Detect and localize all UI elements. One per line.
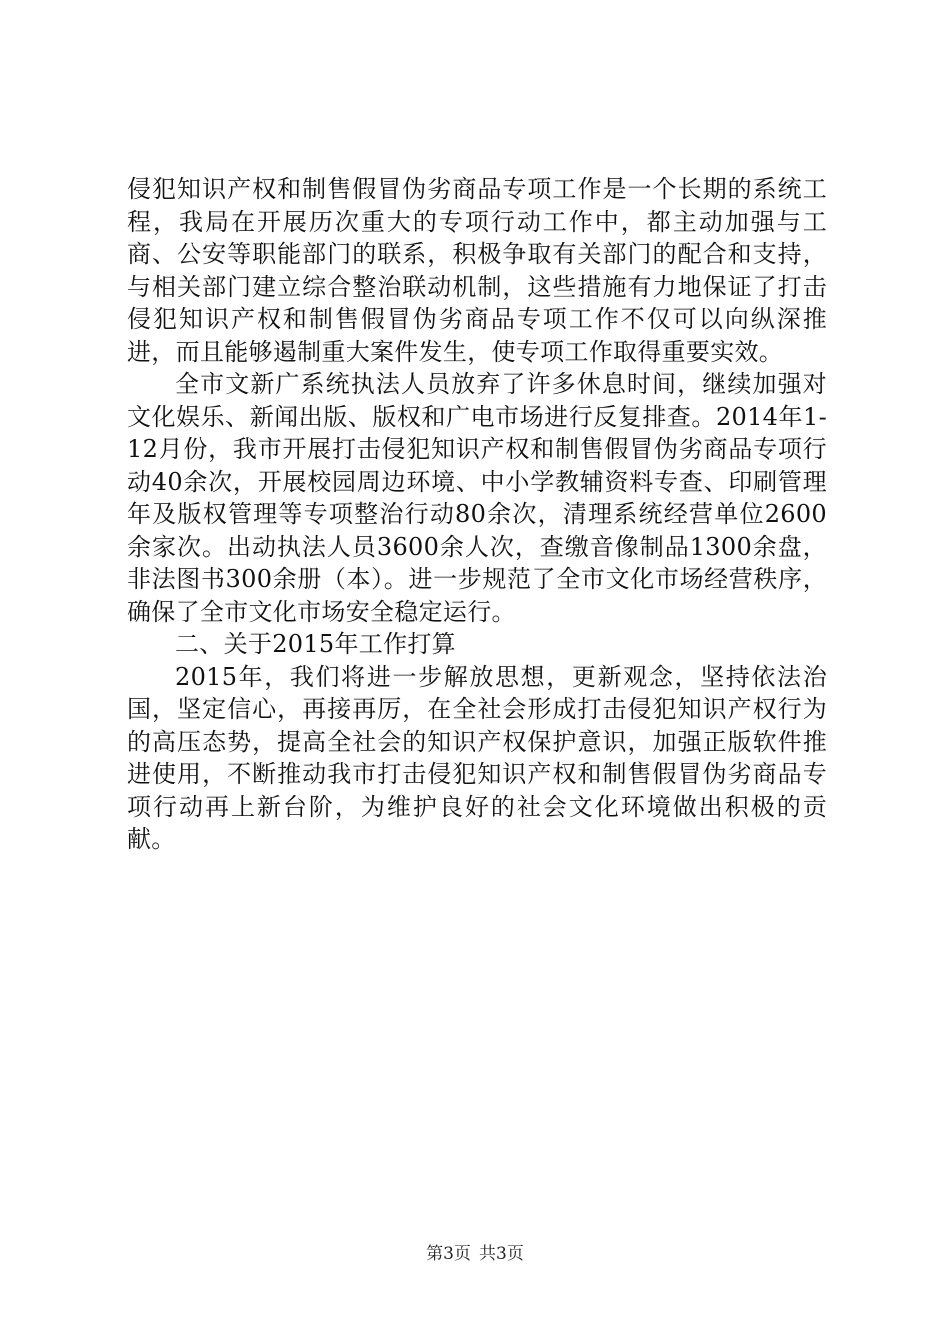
document-body — [127, 173, 827, 856]
body-paragraph: 全市文新广系统执法人员放弃了许多休息时间，继续加强对文化娱乐、新闻出版、版权和广电市场进行反复排查。2014年1-12月份，我市开展打击侵犯知识产权和制售假冒伪劣商品专项行动40余次，开展校园周边环境、中小学教辅资料专查、印刷管理年及版权管理等专项整治行动80余次，清理系统经营单位2600余家次。出动执法人员3600余人次，查缴音像制品1300余盘，非法图书300余册（本）。进一步规范了全市文化市场经营秩序，确保了全市文化市场安全稳定运行。 — [127, 370, 827, 626]
page-footer — [0, 1242, 950, 1266]
page-total: 共3页 — [479, 1244, 524, 1264]
body-paragraph: 侵犯知识产权和制售假冒伪劣商品专项工作是一个长期的系统工程，我局在开展历次重大的专项行动工作中，都主动加强与工商、公安等职能部门的联系，积极争取有关部门的配合和支持，与相关部门建立综合整治联动机制，这些措施有力地保证了打击侵犯知识产权和制售假冒伪劣商品专项工作不仅可以向纵深推进，而且能够遏制重大案件发生，使专项工作取得重要实效。 — [127, 175, 827, 366]
page-number: 第3页 — [426, 1244, 471, 1264]
section-heading: 二、关于2015年工作打算 — [175, 630, 456, 658]
body-paragraph: 2015年，我们将进一步解放思想，更新观念，坚持依法治国，坚定信心，再接再厉，在全社会形成打击侵犯知识产权行为的高压态势，提高全社会的知识产权保护意识，加强正版软件推进使用，不断推动我市打击侵犯知识产权和制售假冒伪劣商品专项行动再上新台阶，为维护良好的社会文化环境做出积极的贡献。 — [127, 662, 827, 853]
